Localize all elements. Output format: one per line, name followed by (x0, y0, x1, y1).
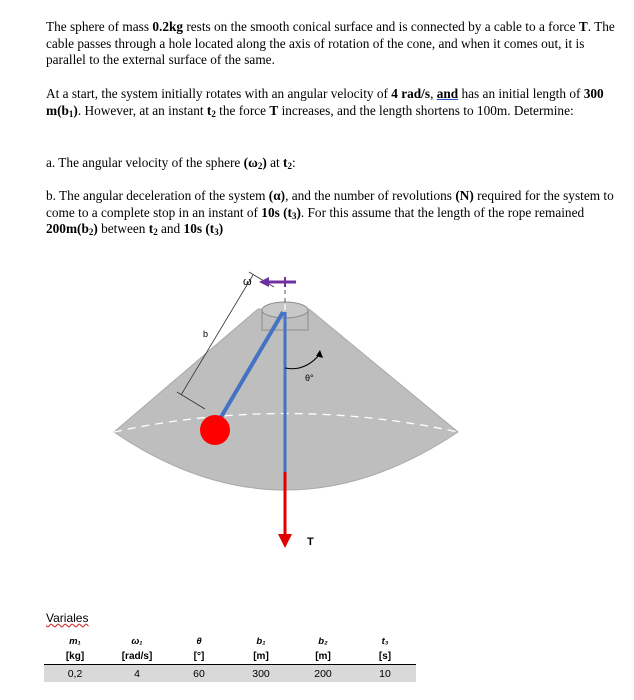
question-b: b. The angular deceleration of the system (α), and the number of revolutions (N) required for the system to come to a complete stop in an instant of 10s $(t_3)$. For this assume that the length of the rope remained $200m(b_2)$ between $t_2$ and 10s $(t_3)$ (46, 188, 614, 237)
variables-table (44, 634, 416, 682)
sphere (200, 415, 230, 445)
var-value: 200 (292, 665, 354, 683)
omega-initial: 4 rad/s (391, 86, 431, 101)
question-a: a. The angular velocity of the sphere $(\omega_2)$ at $t_2$: (46, 155, 296, 171)
var-symbol: m₁ (69, 635, 81, 647)
var-symbol: ω₁ (131, 635, 143, 647)
var-symbol: t₃ (381, 635, 389, 647)
var-unit: [m] (292, 648, 354, 665)
var-unit: [m] (230, 648, 292, 665)
label-T: T (307, 536, 314, 548)
label-b: b (203, 329, 209, 339)
var-symbol: b₁ (256, 635, 266, 647)
variables-title: Variales (46, 611, 89, 625)
var-value: 10 (354, 665, 416, 683)
var-value: 300 (230, 665, 292, 683)
var-symbol: θ (196, 635, 202, 647)
problem-intro: The sphere of mass 0.2kg rests on the smooth conical surface and is connected by a cable to a force T. The cable passes through a hole located along the axis of rotation of the cone, and when it comes out, it is parallel to the external surface of the same. (46, 19, 615, 67)
var-value: 0,2 (44, 665, 106, 683)
var-symbol: b₂ (318, 635, 328, 647)
var-value: 60 (168, 665, 230, 683)
var-unit: [kg] (44, 648, 106, 665)
var-unit: [rad/s] (106, 648, 168, 665)
length-initial: 300 $m(b_1)$ (46, 86, 604, 119)
var-unit: [°] (168, 648, 230, 665)
force-arrowhead (278, 534, 292, 548)
label-omega: ω (243, 276, 252, 288)
problem-conditions: At a start, the system initially rotates with an angular velocity of 4 rad/s, and has an initial length of 300 $m(b_1)$. However, at an instant $t_2$ the force T increases, and the length shortens to 100m. Determine: (46, 86, 604, 119)
var-value: 4 (106, 665, 168, 683)
label-theta: θ° (305, 373, 314, 383)
force-label: T (578, 19, 588, 34)
mass-value: 0.2kg (152, 19, 184, 34)
var-unit: [s] (354, 648, 416, 665)
